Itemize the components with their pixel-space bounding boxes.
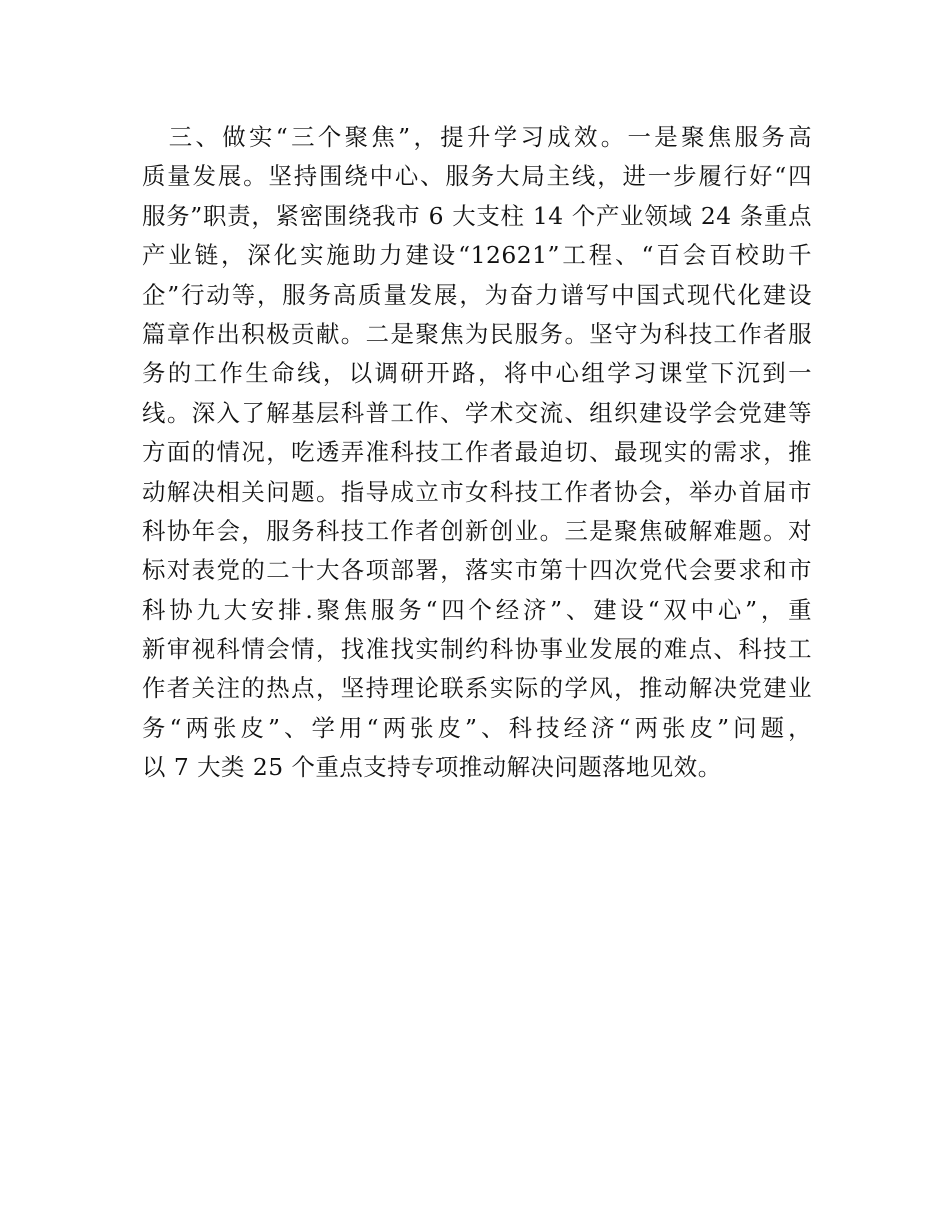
paragraph-line-9: 方面的情况，吃透弄准科技工作者最迫切、最现实的需求，推: [142, 438, 812, 467]
paragraph-line-12: 标对表党的二十大各项部署，落实市第十四次党代会要求和市: [142, 556, 812, 585]
paragraph-line-16: 务“两张皮”、学用“两张皮”、科技经济“两张皮”问题，: [142, 713, 812, 742]
paragraph-line-8: 线。深入了解基层科普工作、学术交流、组织建设学会党建等: [142, 398, 812, 427]
paragraph-line-10: 动解决相关问题。指导成立市女科技工作者协会，举办首届市: [142, 477, 812, 506]
body-paragraph: [142, 118, 812, 788]
paragraph-line-4: 产业链，深化实施助力建设“12621”工程、“百会百校助千: [142, 241, 812, 270]
paragraph-line-13: 科协九大安排.聚焦服务“四个经济”、建设“双中心”，重: [142, 595, 812, 624]
paragraph-line-2: 质量发展。坚持围绕中心、服务大局主线，进一步履行好“四: [142, 162, 812, 191]
paragraph-line-17: 以 7 大类 25 个重点支持专项推动解决问题落地见效。: [142, 753, 722, 782]
paragraph-line-11: 科协年会，服务科技工作者创新创业。三是聚焦破解难题。对: [142, 516, 812, 545]
paragraph-line-15: 作者关注的热点，坚持理论联系实际的学风，推动解决党建业: [142, 674, 812, 703]
paragraph-line-7: 务的工作生命线，以调研开路，将中心组学习课堂下沉到一: [142, 359, 812, 388]
paragraph-line-1: 三、做实“三个聚焦”，提升学习成效。一是聚焦服务高: [142, 123, 812, 151]
paragraph-line-14: 新审视科情会情，找准找实制约科协事业发展的难点、科技工: [142, 635, 812, 664]
paragraph-line-3: 服务”职责，紧密围绕我市 6 大支柱 14 个产业领域 24 条重点: [142, 201, 812, 230]
paragraph-line-6: 篇章作出积极贡献。二是聚焦为民服务。坚守为科技工作者服: [142, 319, 812, 348]
paragraph-line-5: 企”行动等，服务高质量发展，为奋力谱写中国式现代化建设: [142, 280, 812, 309]
